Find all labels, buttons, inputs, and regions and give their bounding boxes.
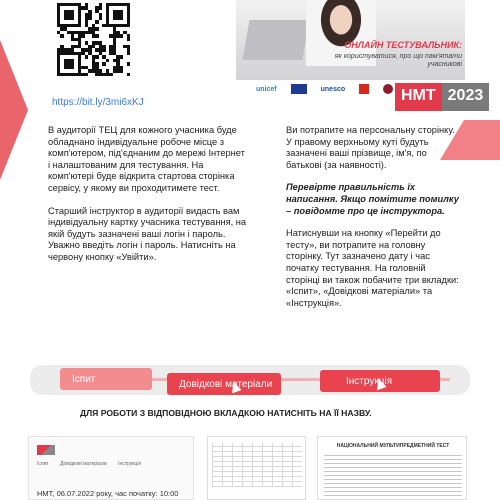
video-title: ОНЛАЙН ТЕСТУВАЛЬНИК: <box>344 40 462 50</box>
right-paragraph-warning: Перевірте правильність їх написання. Якщо помітите помилку – повідомте про це інструктора. <box>286 182 459 216</box>
preview-instruction-doc <box>317 436 467 500</box>
right-paragraph-3: Натиснувши на кнопку «Перейти до тесту», ви потрапите на головну сторінку. Тут зазначено дату і час початку тестування. На головній сторінці ви також побачите три вкладки: «Іспит», «Довідкові матеріали» та «Інструкція». <box>286 228 459 308</box>
reference-table-grid <box>212 443 302 487</box>
qr-link[interactable]: https://bit.ly/3mi6xKJ <box>52 97 144 108</box>
nmt-badge-year: 2023 <box>442 83 490 111</box>
instruction-hint: ДЛЯ РОБОТИ З ВІДПОВІДНОЮ ВКЛАДКОЮ НАТИСНІТЬ НА ЇЇ НАЗВУ. <box>80 408 372 418</box>
swiss-flag-icon <box>359 84 369 94</box>
tab-instruction[interactable]: Інструкція <box>320 370 440 392</box>
unesco-logo: unesco <box>320 85 346 93</box>
preview-menu-item: Іспит <box>37 461 49 467</box>
preview-nmt-date: НМТ, 06.07.2022 року, час початку: 10:00 <box>37 489 179 498</box>
qr-code <box>57 3 130 76</box>
video-subtitle: як користуватися, про що пам'ятати учасникові <box>334 53 462 68</box>
unicef-logo: unicef <box>256 85 277 93</box>
tab-reference-materials[interactable]: Довідкові матеріали <box>167 373 281 395</box>
preview-reference-table <box>207 436 306 500</box>
preview-instruction-title: НАЦІОНАЛЬНИЙ МУЛЬТИПРЕДМЕТНИЙ ТЕСТ <box>336 443 450 449</box>
ucemq-logo-icon <box>37 445 55 455</box>
decorative-red-shape-left <box>0 40 28 180</box>
preview-menu <box>37 461 151 467</box>
preview-main-page <box>28 436 194 500</box>
nmt-badge <box>395 83 489 111</box>
right-paragraph-1: Ви потрапите на персональну сторінку. У правому верхньому куті будуть зазначені ваші прізвище, ім'я, по батькові (за наявності). <box>286 125 455 170</box>
right-column <box>286 125 461 320</box>
preview-menu-item: Інструкція <box>118 461 142 467</box>
laptop-image <box>242 20 309 60</box>
left-column <box>48 125 248 275</box>
preview-instruction-text <box>324 453 462 499</box>
tab-exam[interactable]: Іспит <box>60 368 152 390</box>
left-paragraph-2: Старший інструктор в аудиторії видасть вам індивідуальну картку учасника тестування, на якій будуть зазначені ваші логін і пароль. Уважно введіть логін і пароль. Натисніть на червону кнопку «Увійти». <box>48 205 247 262</box>
left-paragraph-1: В аудиторії ТЕЦ для кожного учасника буде обладнано індивідуальне робоче місце з комп'ютером, під'єднаним до мережі Інтернет і налаштованим для тестування. На комп'ютері буде відкрита стартова сторінка сервісу, у якому ви проходитимете тест. <box>48 125 245 193</box>
organization-logo-icon <box>383 84 393 94</box>
preview-menu-item: Довідкові матеріали <box>60 461 107 467</box>
eu-flag-icon <box>291 84 307 94</box>
nmt-badge-label: НМТ <box>395 83 442 111</box>
